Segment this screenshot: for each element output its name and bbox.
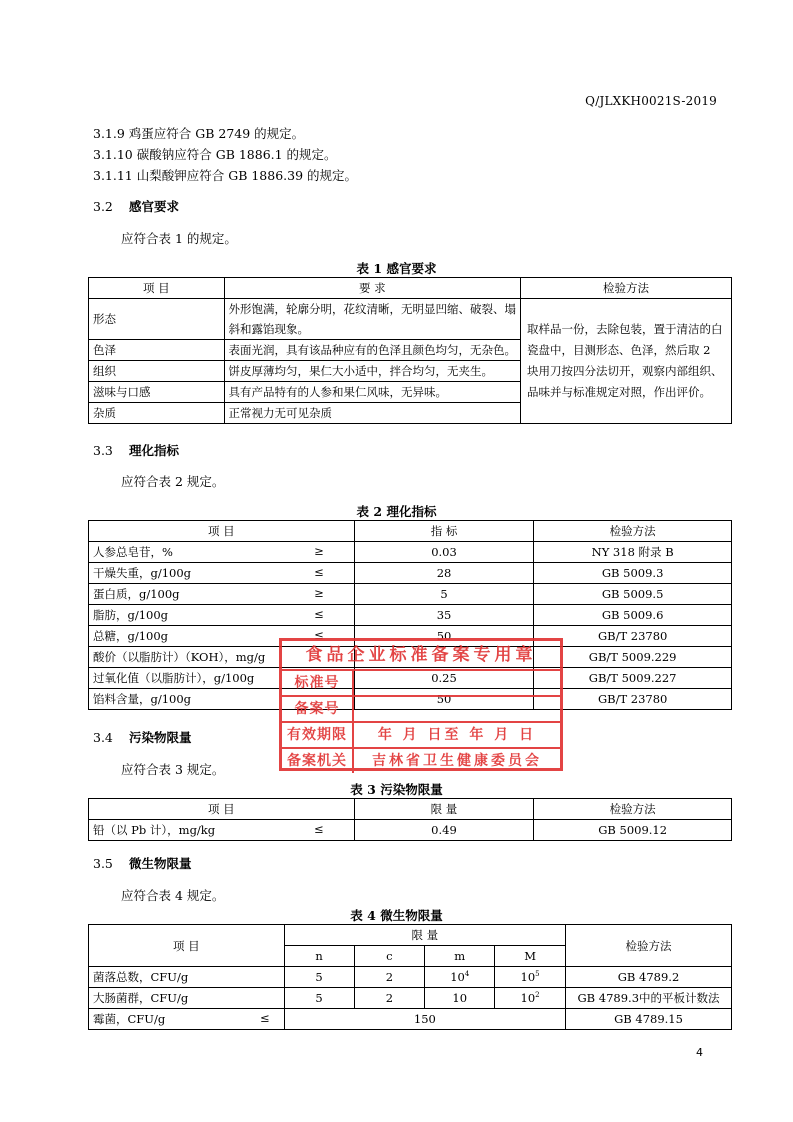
header-limit: 限 量 (284, 925, 565, 946)
row-item: 总糖，g/100g (93, 629, 169, 643)
header-c: c (354, 946, 425, 967)
stamp-row-standard-no (282, 671, 560, 697)
row-item: 霉菌，CFU/g (93, 1012, 166, 1026)
section-number: 3.2 (93, 199, 113, 214)
row-requirement: 正常视力无可见杂质 (224, 403, 521, 424)
header-item: 项 目 (89, 925, 285, 967)
header-item: 项 目 (89, 278, 225, 299)
comparison-symbol: ≥ (314, 586, 324, 600)
table-row (89, 988, 732, 1009)
M-base: 10 (520, 991, 536, 1005)
section-number: 3.4 (93, 730, 113, 745)
table-row (89, 563, 732, 584)
row-item: 色泽 (89, 340, 225, 361)
clause-3-1-10: 3.1.10 碳酸钠应符合 GB 1886.1 的规定。 (93, 147, 337, 162)
header-M: M (495, 946, 566, 967)
section-3-4-para: 应符合表 3 规定。 (121, 762, 225, 777)
row-item: 杂质 (89, 403, 225, 424)
header-n: n (284, 946, 354, 967)
row-value: 50 (354, 626, 534, 647)
table-row (89, 584, 732, 605)
header-index: 指 标 (354, 521, 534, 542)
section-3-2-heading (93, 197, 179, 215)
row-method: NY 318 附录 B (534, 542, 732, 563)
row-item: 滋味与口感 (89, 382, 225, 403)
doc-number: Q/JLXKH0021S-2019 (585, 94, 717, 108)
row-item: 干燥失重，g/100g (93, 566, 192, 580)
row-method: GB 5009.5 (534, 584, 732, 605)
stamp-row-validity (282, 723, 560, 749)
row-item: 过氧化值（以脂肪计），g/100g (93, 671, 255, 685)
header-m: m (425, 946, 495, 967)
header-method: 检验方法 (566, 925, 732, 967)
header-item: 项 目 (89, 799, 355, 820)
header-method: 检验方法 (521, 278, 732, 299)
table-row (89, 542, 732, 563)
M-base: 10 (520, 970, 536, 984)
method-cell: 取样品一份，去除包装，置于清洁的白瓷盘中，目测形态、色泽，然后取 2 块用刀按四分法切开，观察内部组织、品味并与标准规定对照，作出评价。 (521, 299, 732, 424)
row-value: 50 (354, 689, 534, 710)
section-3-4-heading (93, 728, 192, 746)
row-value: 150 (284, 1009, 565, 1030)
row-item: 脂肪，g/100g (93, 608, 169, 622)
table-4-caption: 表 4 微生物限量 (350, 908, 443, 923)
row-item: 大肠菌群，CFU/g (89, 988, 285, 1009)
row-item: 蛋白质，g/100g (93, 587, 180, 601)
row-method: GB/T 23780 (534, 626, 732, 647)
table-4-microbial (88, 924, 732, 1030)
header-method: 检验方法 (534, 521, 732, 542)
header-requirement: 要 求 (224, 278, 521, 299)
table-3-contaminants (88, 798, 732, 841)
row-value: 28 (354, 563, 534, 584)
section-title: 污染物限量 (129, 730, 192, 745)
table-header-row (89, 799, 732, 820)
table-row (89, 299, 732, 340)
table-2-caption: 表 2 理化指标 (356, 504, 437, 519)
comparison-symbol: ≤ (314, 628, 324, 642)
section-number: 3.3 (93, 443, 113, 458)
section-title: 微生物限量 (129, 856, 192, 871)
filing-stamp (279, 638, 563, 771)
stamp-label: 有效期限 (282, 723, 354, 747)
stamp-authority: 吉林省卫生健康委员会 (372, 753, 542, 769)
row-requirement: 表面光润，具有该品种应有的色泽且颜色均匀，无杂色。 (224, 340, 521, 361)
row-M (495, 967, 566, 988)
row-method: GB/T 5009.227 (534, 668, 732, 689)
row-m (425, 967, 495, 988)
table-row (89, 820, 732, 841)
comparison-symbol: ≤ (314, 565, 324, 579)
table-row (89, 605, 732, 626)
comparison-symbol: ≤ (314, 607, 324, 621)
row-method: GB 5009.6 (534, 605, 732, 626)
row-requirement: 外形饱满，轮廓分明，花纹清晰，无明显凹缩、破裂、塌斜和露馅现象。 (224, 299, 521, 340)
row-item: 形态 (89, 299, 225, 340)
clause-3-1-9: 3.1.9 鸡蛋应符合 GB 2749 的规定。 (93, 126, 305, 141)
clause-3-1-11: 3.1.11 山梨酸钾应符合 GB 1886.39 的规定。 (93, 168, 358, 183)
section-3-3-heading (93, 441, 179, 459)
row-item: 组织 (89, 361, 225, 382)
row-method: GB 5009.12 (534, 820, 732, 841)
row-c: 2 (354, 988, 425, 1009)
table-header-row (89, 521, 732, 542)
table-1-caption: 表 1 感官要求 (356, 261, 437, 276)
row-M (495, 988, 566, 1009)
table-header-row (89, 925, 732, 946)
section-number: 3.5 (93, 856, 113, 871)
section-title: 理化指标 (129, 443, 180, 458)
row-method: GB 5009.3 (534, 563, 732, 584)
m-base: 10 (452, 991, 468, 1005)
table-row (89, 1009, 732, 1030)
row-value: 0.25 (354, 668, 534, 689)
row-item: 人参总皂苷，% (93, 545, 173, 559)
row-n: 5 (284, 967, 354, 988)
row-method: GB/T 5009.229 (534, 647, 732, 668)
section-3-5-para: 应符合表 4 规定。 (121, 888, 225, 903)
M-exponent: 5 (535, 970, 540, 979)
row-value: 0.03 (354, 542, 534, 563)
row-method: GB/T 23780 (534, 689, 732, 710)
stamp-title: 食品企业标准备案专用章 (282, 641, 560, 671)
row-item: 铅（以 Pb 计），mg/kg (93, 823, 216, 837)
section-title: 感官要求 (129, 199, 180, 214)
page-number: 4 (696, 1046, 703, 1059)
row-value: 0.49 (354, 820, 534, 841)
stamp-row-filing-no (282, 697, 560, 723)
M-exponent: 2 (535, 991, 540, 1000)
row-method: GB 4789.2 (566, 967, 732, 988)
row-n: 5 (284, 988, 354, 1009)
stamp-label: 备案号 (282, 697, 354, 721)
comparison-symbol: ≥ (314, 544, 324, 558)
row-item: 菌落总数，CFU/g (89, 967, 285, 988)
table-header-row (89, 278, 732, 299)
table-3-caption: 表 3 污染物限量 (350, 782, 443, 797)
section-3-5-heading (93, 854, 192, 872)
section-3-3-para: 应符合表 2 规定。 (121, 474, 225, 489)
header-method: 检验方法 (534, 799, 732, 820)
stamp-label: 标准号 (282, 671, 354, 695)
section-3-2-para: 应符合表 1 的规定。 (121, 231, 237, 246)
row-value: 5 (354, 584, 534, 605)
comparison-symbol: ≤ (314, 822, 324, 836)
table-row (89, 967, 732, 988)
comparison-symbol: ≤ (260, 1011, 270, 1025)
m-exponent: 4 (464, 970, 470, 979)
row-method: GB 4789.15 (566, 1009, 732, 1030)
header-item: 项 目 (89, 521, 355, 542)
row-item: 馅料含量，g/100g (93, 692, 192, 706)
row-m (425, 988, 495, 1009)
row-method: GB 4789.3中的平板计数法 (566, 988, 732, 1009)
stamp-validity: 年 月 日至 年 月 日 (377, 727, 537, 743)
row-value: 35 (354, 605, 534, 626)
row-c: 2 (354, 967, 425, 988)
row-requirement: 饼皮厚薄均匀，果仁大小适中，拌合均匀，无夹生。 (224, 361, 521, 382)
table-1-sensory (88, 277, 732, 424)
stamp-row-authority (282, 749, 560, 773)
row-item: 酸价（以脂肪计）（KOH），mg/g (93, 650, 266, 664)
m-base: 10 (450, 970, 465, 984)
stamp-label: 备案机关 (282, 749, 354, 773)
row-requirement: 具有产品特有的人参和果仁风味，无异味。 (224, 382, 521, 403)
header-limit: 限 量 (354, 799, 534, 820)
